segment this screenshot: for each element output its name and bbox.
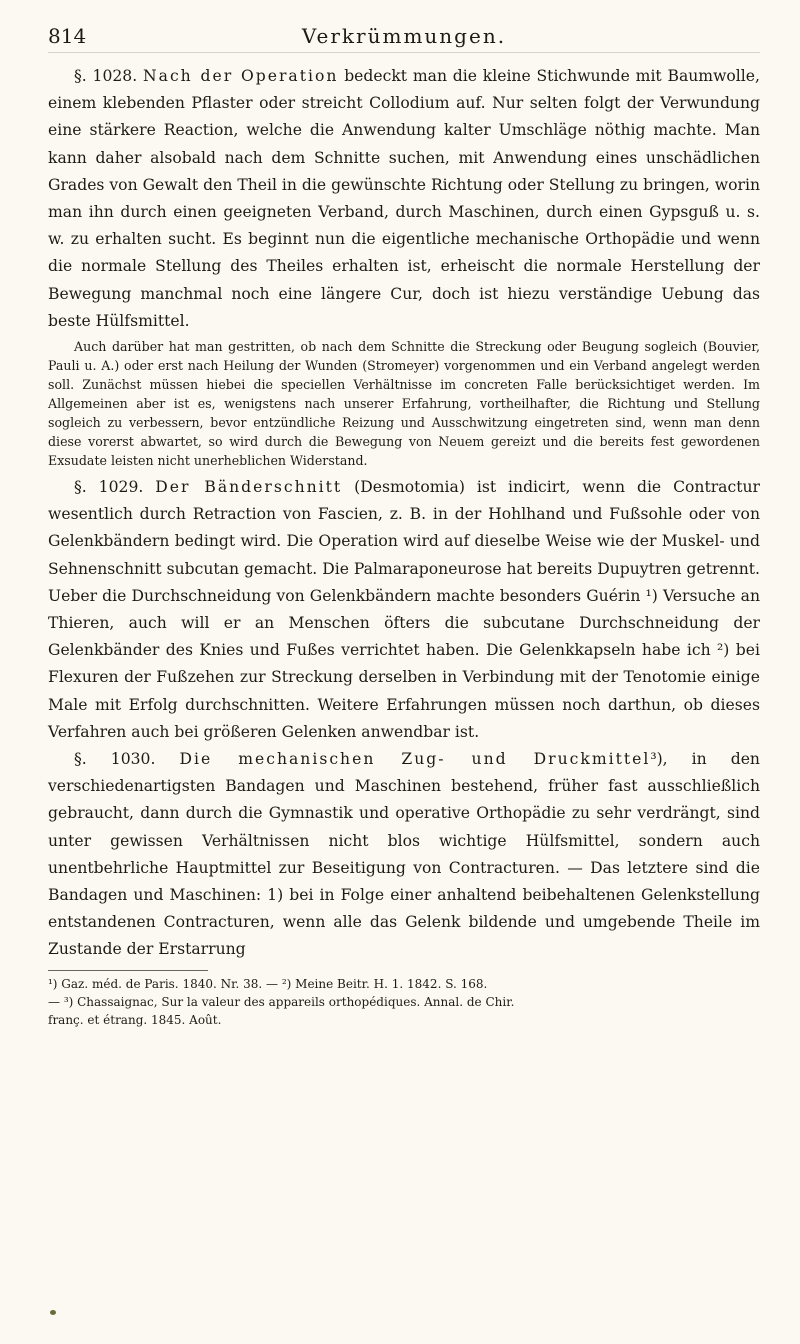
section-lead: Nach der Operation (143, 67, 339, 85)
small-print-note: Auch darüber hat man gestritten, ob nach dem Schnitte die Streckung oder Beugung sogleich (Bouvier, Pauli u. A.) oder erst nach Heilung der Wunden (Stromeyer) vorgenommen und ein Verband angelegt werden soll. Zunächst müssen hiebei die speciellen Verhältnisse im concreten Falle berücksichtiget werden. Im Allgemeinen aber ist es, wenigstens nach unserer Erfahrung, vortheilhafter, die Richtung und Stellung sogleich zu verbessern, bevor entzündliche Reizung und Ausschwitzung eingetreten sind, wenn man denn diese vorerst abwartet, so wird durch die Bewegung von Neuem gereizt und die bereits fest gewordenen Exsudate leisten nicht unerheblichen Widerstand. (48, 339, 760, 469)
running-title: Verkrümmungen. (301, 24, 507, 48)
page-header (48, 18, 760, 53)
section-number: §. 1030. (74, 750, 156, 769)
section-1029 (48, 474, 760, 746)
footnote-line: ¹) Gaz. méd. de Paris. 1840. Nr. 38. — ²) Meine Beitr. H. 1. 1842. S. 168. (48, 976, 488, 991)
footnote-rule (48, 970, 208, 971)
section-number: §. 1029. (74, 478, 144, 497)
footnotes (48, 975, 760, 1029)
section-lead: Die mechanischen Zug- und Druckmittel (179, 750, 651, 769)
main-text (48, 63, 760, 964)
ink-stain (50, 1310, 56, 1315)
page-number: 814 (48, 24, 87, 48)
section-1030 (48, 746, 760, 964)
section-body: bedeckt man die kleine Stichwunde mit Baumwolle, einem klebenden Pflaster oder streicht Collodium auf. Nur selten folgt der Verwundung eine stärkere Reaction, welche die Anwendung kalter Umschläge nöthig machte. Man kann daher alsobald nach dem Schnitte suchen, mit Anwendung eines unschädlichen Grades von Gewalt den Theil in die gewünschte Richtung oder Stellung zu bringen, worin man ihn durch einen geeigneten Verband, durch Maschinen, durch einen Gypsguß u. s. w. zu erhalten sucht. Es beginnt nun die eigentliche mechanische Orthopädie und wenn die normale Stellung des Theiles erhalten ist, erheischt die normale Herstellung der Bewegung manchmal noch eine längere Cur, doch ist hiezu verständige Uebung das beste Hülfsmittel. (48, 67, 760, 330)
footnote-line: — ³) Chassaignac, Sur la valeur des appareils orthopédiques. Annal. de Chir. (48, 994, 515, 1009)
section-body: (Desmotomia) ist indicirt, wenn die Contractur wesentlich durch Retraction von Fascien, z. B. in der Hohlhand und Fußsohle oder von Gelenkbändern bedingt wird. Die Operation wird auf dieselbe Weise wie der Muskel- und Sehnenschnitt subcutan gemacht. Die Palmaraponeurose hat bereits Dupuytren getrennt. Ueber die Durchschneidung von Gelenkbändern machte besonders Guérin ¹) Versuche an Thieren, auch will er an Menschen öfters die subcutane Durchschneidung der Gelenkbänder des Knies und Fußes verrichtet haben. Die Gelenkkapseln habe ich ²) bei Flexuren der Fußzehen zur Streckung derselben in Verbindung mit der Tenotomie einige Male mit Erfolg durchschnitten. Weitere Erfahrungen müssen noch darthun, ob dieses Verfahren auch bei größeren Gelenken anwendbar ist. (48, 478, 760, 741)
section-number: §. 1028. (74, 67, 138, 85)
section-1028 (48, 63, 760, 335)
section-lead: Der Bänderschnitt (155, 478, 343, 497)
section-body: ³), in den verschiedenartigsten Bandagen und Maschinen bestehend, früher fast ausschließlich gebraucht, dann durch die Gymnastik und operative Orthopädie zu sehr verdrängt, sind unter gewissen Verhältnissen nicht blos wichtige Hülfsmittel, sondern auch unentbehrliche Hauptmittel zur Beseitigung von Contracturen. — Das letztere sind die Bandagen und Maschinen: 1) bei in Folge einer anhaltend beibehaltenen Gelenkstellung entstandenen Contracturen, wenn alle das Gelenk bildende und umgebende Theile im Zustande der Erstarrung (48, 750, 760, 959)
footnote-line: franç. et étrang. 1845. Août. (48, 1012, 222, 1027)
